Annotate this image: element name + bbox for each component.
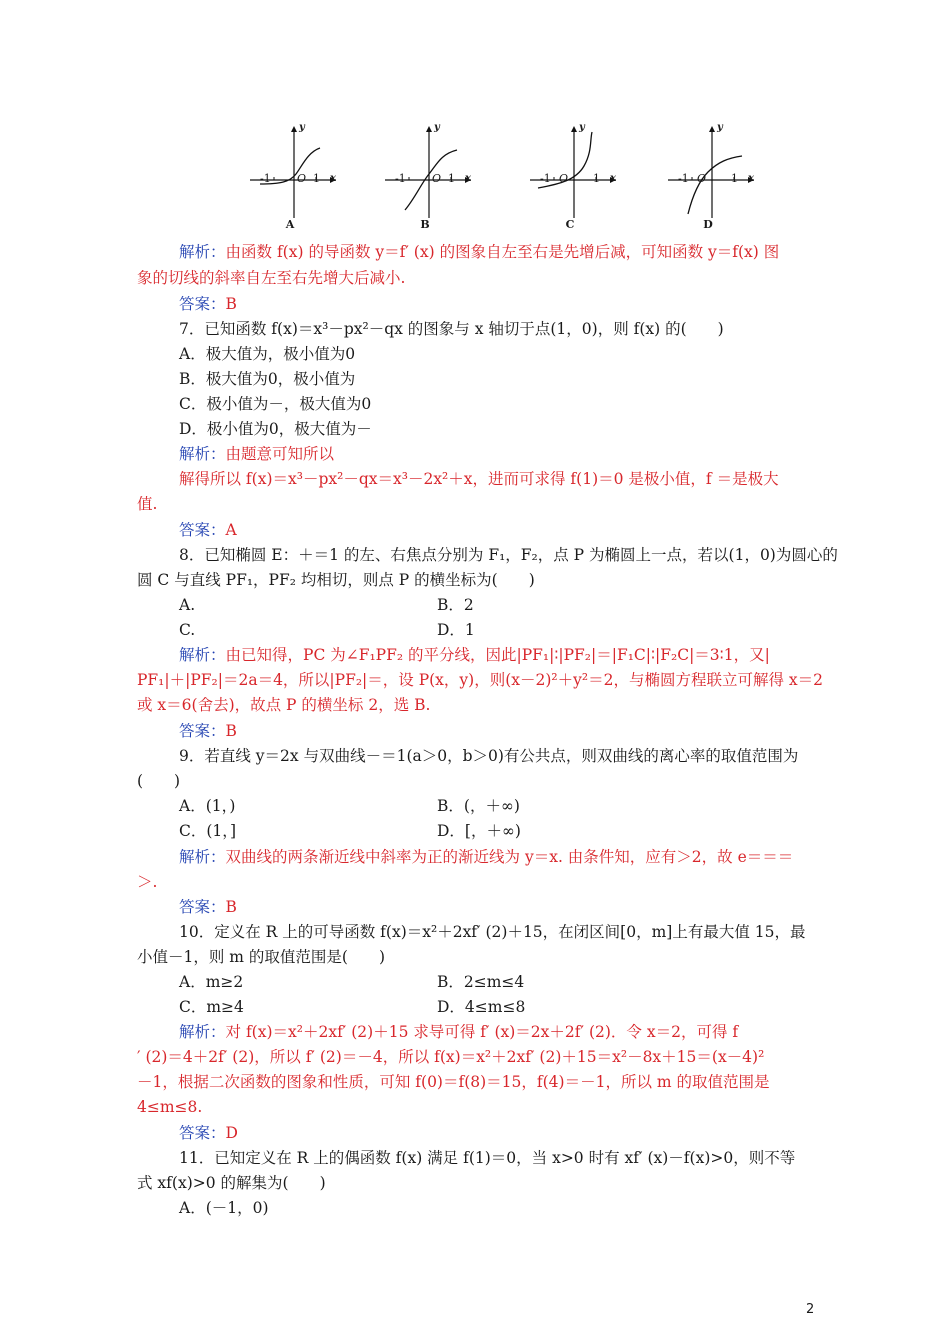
- q8-stem-line1: 8．已知椭圆 E：＋＝1 的左、右焦点分别为 F₁，F₂，点 P 为椭圆上一点，若以(1，0)为圆心的: [179, 546, 838, 564]
- q7-option-a: A．极大值为，极小值为0: [179, 345, 356, 363]
- graph-a-x-label: x: [330, 173, 336, 184]
- q9-stem-line1: 9．若直线 y＝2x 与双曲线－＝1(a＞0，b＞0)有公共点，则双曲线的离心率的取值范围为: [179, 747, 799, 765]
- q7-analysis-label: 解析：: [179, 445, 226, 463]
- graph-a-tick-neg: -1: [260, 172, 271, 185]
- graph-a: [240, 118, 340, 238]
- graph-b: [375, 118, 475, 238]
- graph-c-origin: O: [559, 172, 569, 185]
- q6-analysis-line2: 象的切线的斜率自左至右先增大后减小.: [137, 269, 406, 287]
- q10-option-d: D．4≤m≤8: [437, 998, 526, 1016]
- q8-option-a: A.: [179, 596, 196, 614]
- graph-c-label: C: [565, 218, 575, 231]
- q7-answer-label: 答案：: [179, 521, 226, 539]
- q8-analysis-line1: [179, 645, 950, 665]
- q9-answer-value: B: [225, 898, 237, 916]
- q11-option-a: A．(－1，0): [179, 1199, 269, 1217]
- q10-option-c: C．m≥4: [179, 998, 244, 1016]
- q7-analysis-line2: 解得所以 f(x)＝x³－px²－qx＝x³－2x²＋x，进而可求得 f(1)＝0 是极小值，f ＝是极大: [179, 470, 779, 488]
- graph-d-tick-neg: -1: [678, 172, 689, 185]
- graph-a-origin: O: [297, 172, 307, 185]
- q6-answer: [179, 294, 950, 314]
- q9-answer-label: 答案：: [179, 898, 226, 916]
- q6-analysis-line1: [179, 242, 950, 262]
- q8-analysis-label: 解析：: [179, 646, 226, 664]
- q7-option-b: B．极大值为0，极小值为: [179, 370, 356, 388]
- graph-c-tick-neg: -1: [540, 172, 551, 185]
- q9-option-b: B．(，＋∞): [437, 797, 520, 815]
- q8-stem-line2: 圆 C 与直线 PF₁，PF₂ 均相切，则点 P 的横坐标为( ): [137, 571, 535, 589]
- graph-b-y-label: y: [434, 122, 440, 133]
- q10-option-a: A．m≥2: [179, 973, 244, 991]
- graph-b-tick-pos: 1: [448, 172, 455, 185]
- q7-stem: 7．已知函数 f(x)＝x³－px²－qx 的图象与 x 轴切于点(1，0)，则 f(x) 的( ): [179, 320, 724, 338]
- q9-analysis-line1: [179, 847, 950, 867]
- q8-answer: [179, 721, 950, 741]
- q8-option-b: B．2: [437, 596, 474, 614]
- q11-stem-line1: 11．已知定义在 R 上的偶函数 f(x) 满足 f(1)＝0，当 x>0 时有 xf′ (x)－f(x)>0，则不等: [179, 1149, 796, 1167]
- graph-a-plot: [240, 118, 340, 218]
- q10-answer-value: D: [225, 1124, 238, 1142]
- graph-d-tick-pos: 1: [731, 172, 738, 185]
- graph-d-label: D: [703, 218, 713, 231]
- q11-stem-line2: 式 xf(x)>0 的解集为( ): [137, 1174, 326, 1192]
- q8-answer-value: B: [225, 722, 237, 740]
- q9-analysis-label: 解析：: [179, 848, 226, 866]
- graph-b-x-label: x: [465, 173, 471, 184]
- q6-answer-value: B: [225, 295, 237, 313]
- q9-analysis-text1: 双曲线的两条渐近线中斜率为正的渐近线为 y＝x. 由条件知，应有＞2，故 e＝＝＝: [225, 848, 794, 866]
- page-number: 2: [806, 1302, 815, 1317]
- q8-option-d: D．1: [437, 621, 475, 639]
- graph-a-y-label: y: [299, 122, 305, 133]
- graph-d: [658, 118, 758, 238]
- q10-stem-line1: 10．定义在 R 上的可导函数 f(x)＝x²＋2xf′ (2)＋15，在闭区间[0，m]上有最大值 15，最: [179, 923, 806, 941]
- q8-analysis-line2: PF₁|＋|PF₂|＝2a＝4，所以|PF₂|＝，设 P(x，y)，则(x－2)²＋y²＝2，与椭圆方程联立可解得 x＝2: [137, 671, 823, 689]
- graph-c-y-label: y: [579, 122, 585, 133]
- q7-analysis-line1: [179, 444, 950, 464]
- graph-b-plot: [375, 118, 475, 218]
- q9-option-c: C．(1，]: [179, 822, 237, 840]
- q9-analysis-line2: ＞.: [137, 873, 158, 891]
- q10-analysis-line4: 4≤m≤8.: [137, 1098, 203, 1116]
- q9-answer: [179, 897, 950, 917]
- q10-option-b: B．2≤m≤4: [437, 973, 525, 991]
- q10-analysis-line2: ′ (2)＝4＋2f′ (2)，所以 f′ (2)＝－4，所以 f(x)＝x²＋2xf′ (2)＋15＝x²－8x＋15＝(x－4)²: [137, 1048, 765, 1066]
- graph-c-tick-pos: 1: [593, 172, 600, 185]
- graph-b-origin: O: [432, 172, 442, 185]
- q7-analysis-line3: 值.: [137, 495, 158, 513]
- q10-analysis-label: 解析：: [179, 1023, 226, 1041]
- q7-option-d: D．极小值为0，极大值为－: [179, 420, 372, 438]
- q7-answer-value: A: [225, 521, 237, 539]
- q6-analysis-label: 解析：: [179, 243, 226, 261]
- graph-d-x-label: x: [748, 173, 754, 184]
- graph-d-plot: [658, 118, 758, 218]
- q8-answer-label: 答案：: [179, 722, 226, 740]
- q8-option-c: C.: [179, 621, 196, 639]
- graph-b-tick-neg: -1: [395, 172, 406, 185]
- graph-a-tick-pos: 1: [313, 172, 320, 185]
- graph-c-x-label: x: [610, 173, 616, 184]
- q7-option-c: C．极小值为－，极大值为0: [179, 395, 372, 413]
- q10-answer: [179, 1123, 950, 1143]
- graph-c: [520, 118, 620, 238]
- q10-analysis-text1: 对 f(x)＝x²＋2xf′ (2)＋15 求导可得 f′ (x)＝2x＋2f′ (2)．令 x＝2，可得 f: [225, 1023, 739, 1041]
- q10-analysis-line3: －1，根据二次函数的图象和性质，可知 f(0)＝f(8)＝15，f(4)＝－1，所以 m 的取值范围是: [137, 1073, 770, 1091]
- graph-a-label: A: [285, 218, 295, 231]
- graph-d-y-label: y: [717, 122, 723, 133]
- q6-analysis-text1: 由函数 f(x) 的导函数 y＝f′ (x) 的图象自左至右是先增后减，可知函数 y＝f(x) 图: [225, 243, 780, 261]
- q6-answer-label: 答案：: [179, 295, 226, 313]
- graph-options-figure: [240, 118, 760, 238]
- q9-option-d: D．[，＋∞): [437, 822, 521, 840]
- q10-answer-label: 答案：: [179, 1124, 226, 1142]
- graph-b-label: B: [420, 218, 430, 231]
- q8-analysis-text1: 由已知得，PC 为∠F₁PF₂ 的平分线，因此|PF₁|∶|PF₂|＝|F₁C|∶|F₂C|＝3∶1，又|: [225, 646, 770, 664]
- q7-answer: [179, 520, 950, 540]
- graph-c-plot: [520, 118, 620, 218]
- graph-d-origin: O: [697, 172, 707, 185]
- q10-analysis-line1: [179, 1022, 950, 1042]
- q7-analysis-text1: 由题意可知所以: [225, 445, 335, 463]
- q8-analysis-line3: 或 x＝6(舍去)，故点 P 的横坐标 2，选 B.: [137, 696, 431, 714]
- q10-stem-line2: 小值－1，则 m 的取值范围是( ): [137, 948, 386, 966]
- q9-stem-line2: ( ): [137, 772, 181, 790]
- q9-option-a: A．(1，): [179, 797, 236, 815]
